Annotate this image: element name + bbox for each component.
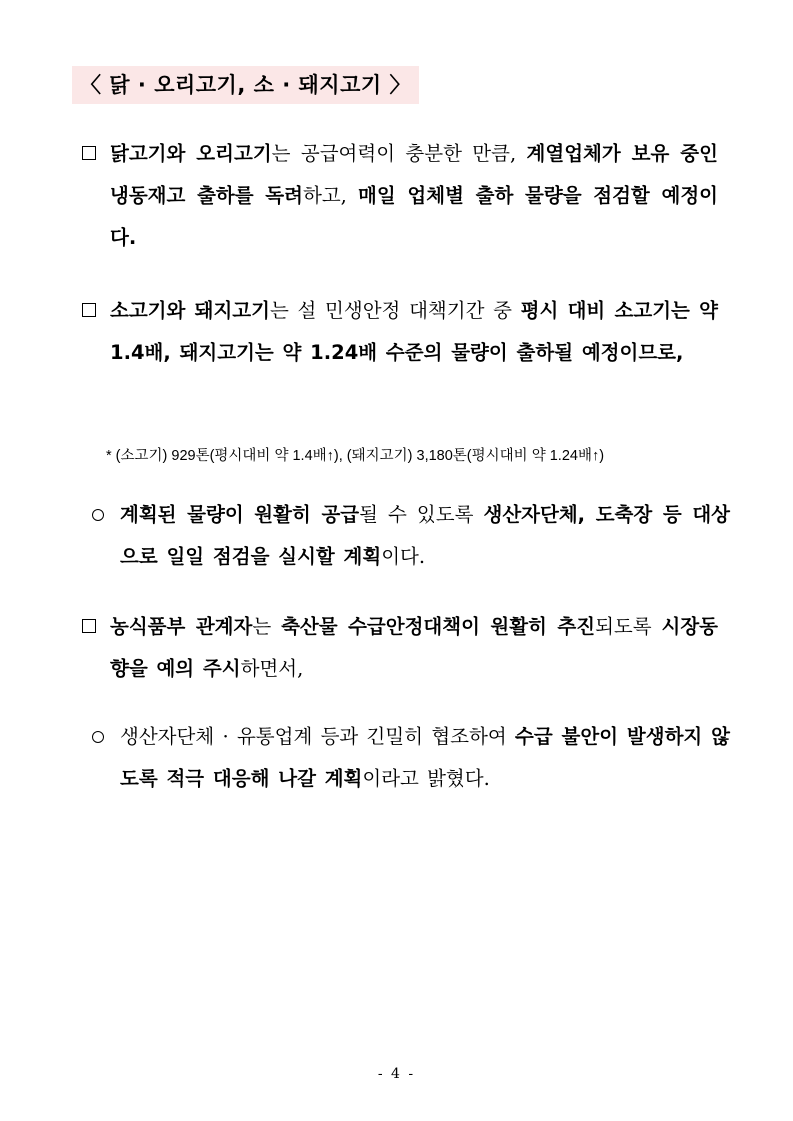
text-run: 는 공급여력이 충분한 만큼, [271,142,527,165]
bold-text-run: 계획된 물량이 원활히 공급 [120,503,360,526]
text-run: 하면서, [240,657,304,680]
paragraph-3 [78,606,718,690]
bold-text-run: 계열업체가 보유 중인 냉동재고 출하를 독려 [110,142,718,207]
paragraph-3-sub [90,716,730,800]
square-bullet-icon [82,146,96,160]
square-bullet-icon [82,619,96,633]
text-run: 되도록 [595,615,662,638]
bold-text-run: 소고기와 돼지고기 [110,299,270,322]
square-bullet-icon [82,303,96,317]
text-run: 하고, [302,184,358,207]
text-run: 이라고 밝혔다. [362,767,490,790]
section-heading: 〈 닭 · 오리고기, 소 · 돼지고기 〉 [72,66,419,104]
paragraph-3-text [78,606,718,690]
bold-text-run: 생산자단체, 도축장 등 대상으로 일일 점검을 실시할 계획 [120,503,731,568]
text-run: 는 설 민생안정 대책기간 중 [269,299,521,322]
bold-text-run: 농식품부 관계자 [110,615,253,638]
paragraph-2-text [78,290,718,374]
paragraph-2-sub [90,494,730,578]
bold-text-run: 시장동향을 예의 주시 [110,615,718,680]
text-run: 이다. [381,545,426,568]
paragraph-1-text [78,133,718,259]
circle-bullet-icon [92,509,104,521]
bold-text-run: 닭고기와 오리고기 [110,142,272,165]
bold-text-run: 매일 업체별 출하 물량을 점검할 예정이다. [110,184,718,249]
bold-text-run: 수급 불안이 발생하지 않도록 적극 대응해 나갈 계획 [120,725,730,790]
footnote: * (소고기) 929톤(평시대비 약 1.4배↑), (돼지고기) 3,180톤(평시대비 약 1.24배↑) [106,448,605,464]
paragraph-3-sub-text [90,716,730,800]
paragraph-2-sub-text [90,494,730,578]
bold-text-run: 평시 대비 소고기는 약 1.4배, 돼지고기는 약 1.24배 수준의 물량이 출하될 예정이므로, [110,299,718,364]
text-run: 생산자단체 · 유통업계 등과 긴밀히 협조하여 [120,725,515,748]
paragraph-2 [78,290,718,374]
paragraph-1 [78,133,718,259]
text-run: 는 [252,615,282,638]
circle-bullet-icon [92,731,104,743]
page-number: - 4 - [377,1066,416,1082]
bold-text-run: 축산물 수급안정대책이 원활히 추진 [281,615,596,638]
text-run: 될 수 있도록 [359,503,484,526]
